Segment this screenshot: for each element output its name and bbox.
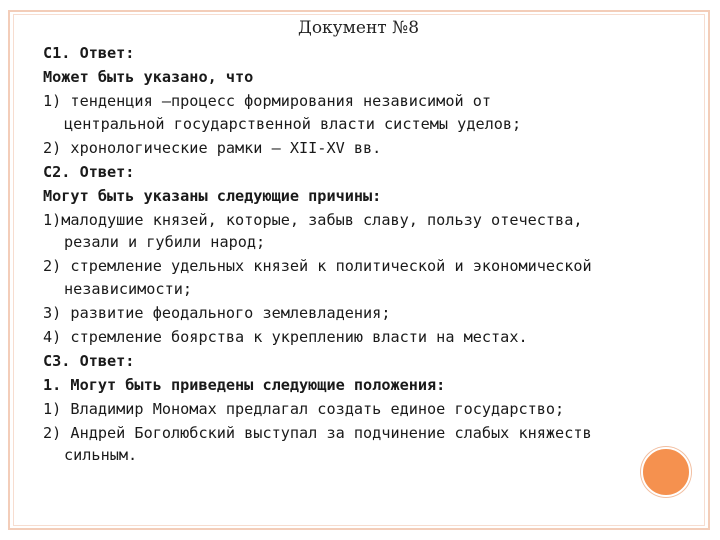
answer-c2-intro: Могут быть указаны следующие причины: — [43, 186, 382, 205]
answer-c2-point-3: 3) развитие феодального землевладения; — [43, 303, 391, 322]
answer-c3-point-1: 1) Владимир Мономах предлагал создать единое государство; — [43, 399, 565, 418]
answer-c2-point-2: 2) стремление удельных князей к политической и экономической — [43, 257, 592, 275]
answer-c2-point-4: 4) стремление боярства к укреплению власти на местах. — [43, 327, 528, 346]
answer-c1-point-1-cont: центральной государственной власти системы уделов; — [64, 114, 522, 133]
answer-c3-point-2: 2) Андрей Боголюбский выступал за подчинение слабых княжеств — [43, 423, 592, 442]
document-body — [43, 42, 693, 467]
answer-c1-intro: Может быть указано, что — [43, 68, 254, 86]
decorative-circle-icon — [641, 447, 691, 497]
answer-c1-point-2: 2) хронологические рамки — XII-XV вв. — [43, 138, 382, 157]
answer-c3-point-2-cont: сильным. — [64, 446, 138, 464]
answer-c1-heading: С1. Ответ: — [43, 44, 135, 62]
answer-c2-point-2-cont: независимости; — [64, 279, 193, 298]
answer-c2-heading: С2. Ответ: — [43, 162, 135, 181]
answer-c2-point-1-cont: резали и губили народ; — [64, 233, 266, 251]
answer-c3-heading: СЗ. Ответ: — [43, 351, 135, 370]
answer-c1-point-1: 1) тенденция —процесс формирования независимой от — [43, 92, 492, 110]
document-title: Документ №8 — [298, 18, 420, 38]
answer-c2-point-1: 1)малодушие князей, которые, забыв славу, пользу отечества, — [43, 210, 583, 229]
answer-c3-intro: 1. Могут быть приведены следующие положения: — [43, 375, 446, 394]
